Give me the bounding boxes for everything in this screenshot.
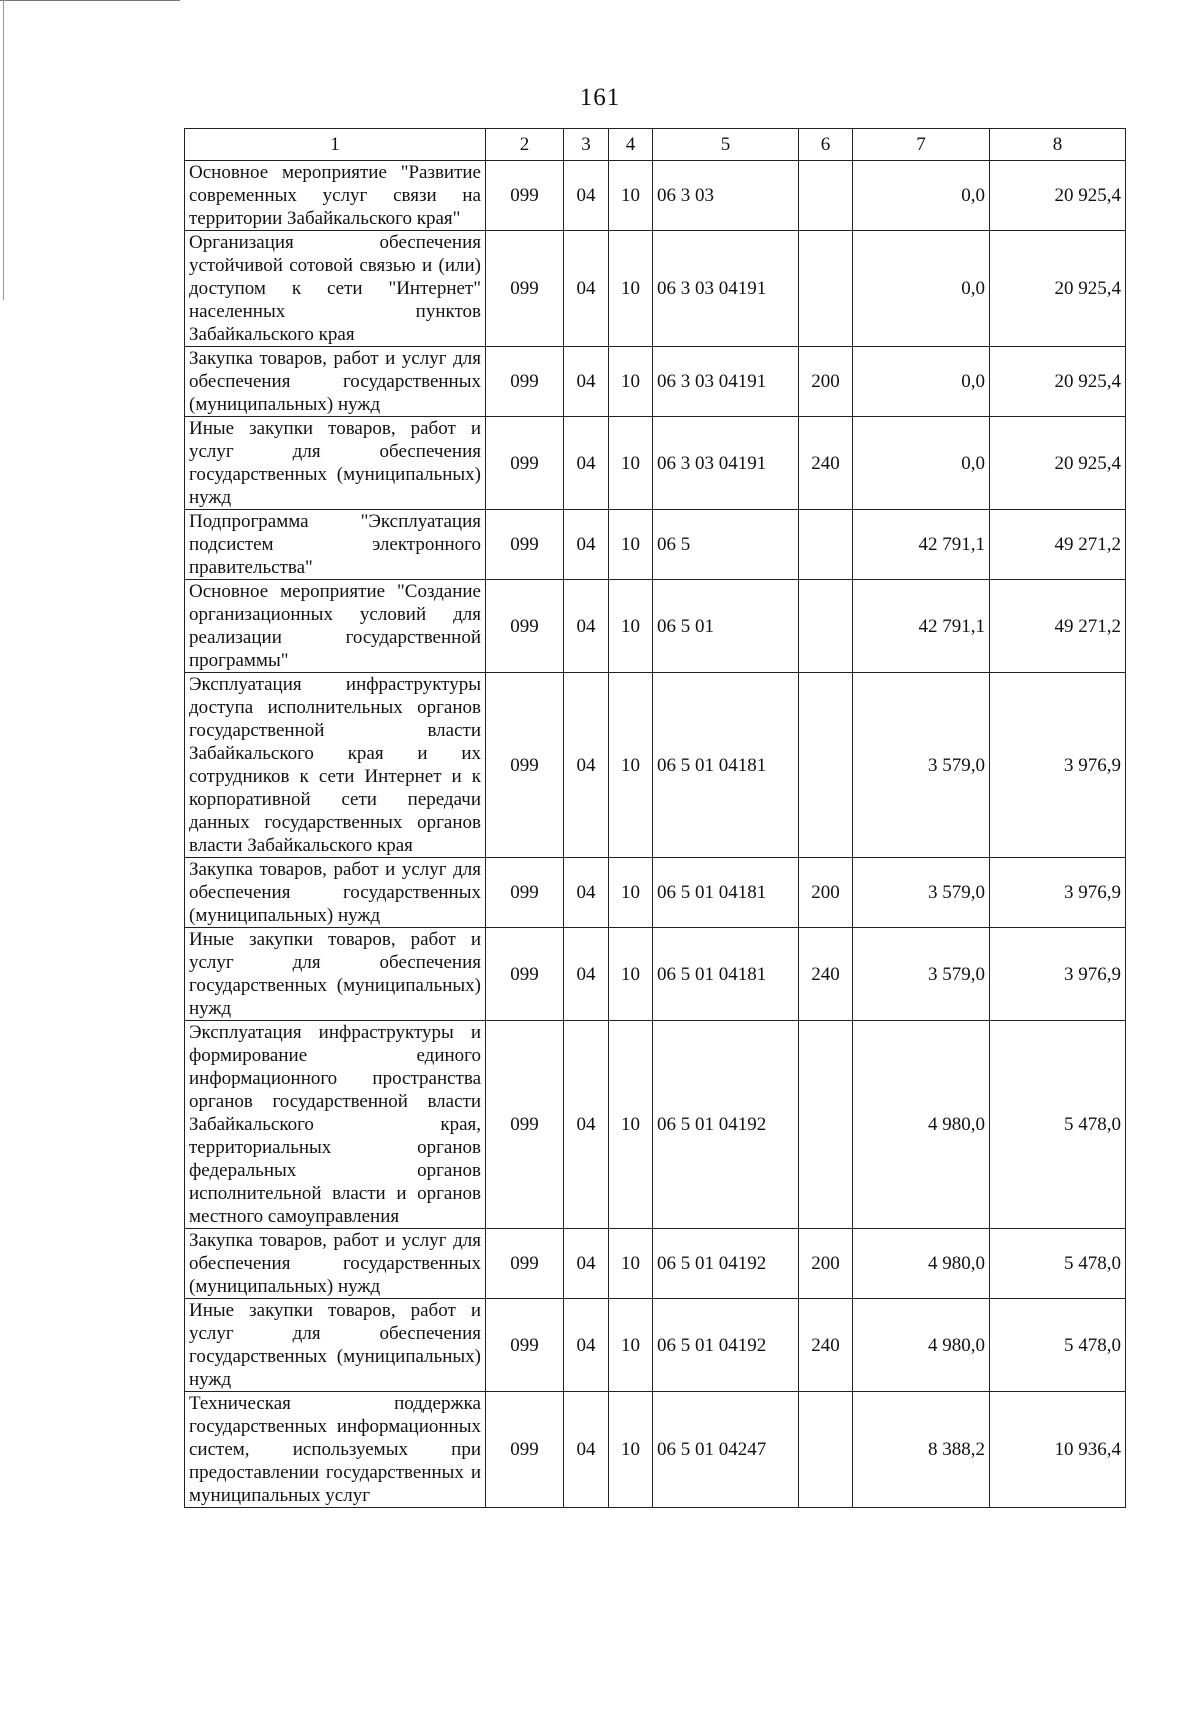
table-row: [185, 510, 1126, 580]
column-header-3: 3: [564, 129, 609, 161]
row-name-cell: Эксплуатация инфраструктуры доступа исполнительных органов государственной власти Забайкальского края и их сотрудников к сети Интернет и к корпоративной сети передачи данных государственных органов власти Забайкальского края: [185, 673, 486, 858]
row-name-cell: Иные закупки товаров, работ и услуг для обеспечения государственных (муниципальных) нужд: [185, 928, 486, 1021]
amount-col8-cell: 10 936,4: [990, 1392, 1126, 1508]
expense-type-cell: 200: [799, 858, 853, 928]
column-header-1: 1: [185, 129, 486, 161]
amount-col8-cell: 5 478,0: [990, 1021, 1126, 1229]
table-row: [185, 928, 1126, 1021]
target-article-cell: 06 5 01 04181: [653, 928, 799, 1021]
subsection-cell: 10: [609, 673, 653, 858]
code-cell: 099: [486, 347, 564, 417]
amount-col8-cell: 20 925,4: [990, 347, 1126, 417]
subsection-cell: 10: [609, 928, 653, 1021]
amount-col8-cell: 20 925,4: [990, 417, 1126, 510]
amount-col8-cell: 3 976,9: [990, 673, 1126, 858]
section-cell: 04: [564, 161, 609, 231]
table-body: [185, 161, 1126, 1508]
amount-col8-cell: 3 976,9: [990, 928, 1126, 1021]
amount-col8-cell: 49 271,2: [990, 580, 1126, 673]
code-cell: 099: [486, 1392, 564, 1508]
row-name-cell: Техническая поддержка государственных информационных систем, используемых при предоставлении государственных и муниципальных услуг: [185, 1392, 486, 1508]
code-cell: 099: [486, 928, 564, 1021]
section-cell: 04: [564, 231, 609, 347]
amount-col7-cell: 3 579,0: [853, 928, 990, 1021]
subsection-cell: 10: [609, 1392, 653, 1508]
subsection-cell: 10: [609, 1021, 653, 1229]
row-name-cell: Иные закупки товаров, работ и услуг для обеспечения государственных (муниципальных) нужд: [185, 417, 486, 510]
scan-edge-line: [0, 0, 180, 1]
table-row: [185, 417, 1126, 510]
section-cell: 04: [564, 417, 609, 510]
table-row: [185, 1392, 1126, 1508]
table-header-row: [185, 129, 1126, 161]
code-cell: 099: [486, 161, 564, 231]
table-row: [185, 1299, 1126, 1392]
subsection-cell: 10: [609, 1299, 653, 1392]
column-header-5: 5: [653, 129, 799, 161]
amount-col7-cell: 0,0: [853, 161, 990, 231]
code-cell: 099: [486, 1021, 564, 1229]
code-cell: 099: [486, 231, 564, 347]
target-article-cell: 06 5 01 04192: [653, 1021, 799, 1229]
section-cell: 04: [564, 1021, 609, 1229]
code-cell: 099: [486, 673, 564, 858]
section-cell: 04: [564, 1229, 609, 1299]
column-header-6: 6: [799, 129, 853, 161]
amount-col7-cell: 42 791,1: [853, 580, 990, 673]
amount-col7-cell: 0,0: [853, 347, 990, 417]
amount-col7-cell: 0,0: [853, 231, 990, 347]
expense-type-cell: 200: [799, 1229, 853, 1299]
budget-table: [184, 128, 1126, 1508]
table-row: [185, 858, 1126, 928]
table-row: [185, 580, 1126, 673]
column-header-4: 4: [609, 129, 653, 161]
amount-col7-cell: 4 980,0: [853, 1229, 990, 1299]
section-cell: 04: [564, 580, 609, 673]
code-cell: 099: [486, 417, 564, 510]
target-article-cell: 06 5 01 04192: [653, 1229, 799, 1299]
code-cell: 099: [486, 1229, 564, 1299]
row-name-cell: Подпрограмма "Эксплуатация подсистем электронного правительства": [185, 510, 486, 580]
code-cell: 099: [486, 858, 564, 928]
target-article-cell: 06 3 03 04191: [653, 417, 799, 510]
subsection-cell: 10: [609, 231, 653, 347]
expense-type-cell: [799, 673, 853, 858]
expense-type-cell: [799, 580, 853, 673]
expense-type-cell: [799, 1392, 853, 1508]
amount-col7-cell: 4 980,0: [853, 1299, 990, 1392]
page-number: 161: [579, 84, 621, 111]
amount-col7-cell: 4 980,0: [853, 1021, 990, 1229]
target-article-cell: 06 5 01: [653, 580, 799, 673]
section-cell: 04: [564, 1392, 609, 1508]
target-article-cell: 06 5: [653, 510, 799, 580]
amount-col7-cell: 42 791,1: [853, 510, 990, 580]
target-article-cell: 06 3 03: [653, 161, 799, 231]
expense-type-cell: [799, 161, 853, 231]
subsection-cell: 10: [609, 580, 653, 673]
target-article-cell: 06 5 01 04247: [653, 1392, 799, 1508]
section-cell: 04: [564, 347, 609, 417]
row-name-cell: Организация обеспечения устойчивой сотовой связью и (или) доступом к сети "Интернет" населенных пунктов Забайкальского края: [185, 231, 486, 347]
row-name-cell: Закупка товаров, работ и услуг для обеспечения государственных (муниципальных) нужд: [185, 858, 486, 928]
expense-type-cell: [799, 510, 853, 580]
table-row: [185, 231, 1126, 347]
subsection-cell: 10: [609, 417, 653, 510]
target-article-cell: 06 5 01 04181: [653, 673, 799, 858]
table-row: [185, 347, 1126, 417]
amount-col7-cell: 3 579,0: [853, 673, 990, 858]
subsection-cell: 10: [609, 1229, 653, 1299]
row-name-cell: Основное мероприятие "Создание организационных условий для реализации государственной программы": [185, 580, 486, 673]
subsection-cell: 10: [609, 858, 653, 928]
row-name-cell: Закупка товаров, работ и услуг для обеспечения государственных (муниципальных) нужд: [185, 1229, 486, 1299]
target-article-cell: 06 5 01 04181: [653, 858, 799, 928]
section-cell: 04: [564, 928, 609, 1021]
section-cell: 04: [564, 673, 609, 858]
table-row: [185, 161, 1126, 231]
amount-col8-cell: 5 478,0: [990, 1229, 1126, 1299]
target-article-cell: 06 3 03 04191: [653, 347, 799, 417]
column-header-8: 8: [990, 129, 1126, 161]
row-name-cell: Основное мероприятие "Развитие современных услуг связи на территории Забайкальского края": [185, 161, 486, 231]
subsection-cell: 10: [609, 510, 653, 580]
code-cell: 099: [486, 1299, 564, 1392]
column-header-2: 2: [486, 129, 564, 161]
amount-col8-cell: 49 271,2: [990, 510, 1126, 580]
scan-edge-line: [3, 0, 4, 300]
section-cell: 04: [564, 1299, 609, 1392]
amount-col8-cell: 20 925,4: [990, 161, 1126, 231]
amount-col7-cell: 3 579,0: [853, 858, 990, 928]
expense-type-cell: 200: [799, 347, 853, 417]
code-cell: 099: [486, 580, 564, 673]
expense-type-cell: 240: [799, 417, 853, 510]
expense-type-cell: [799, 1021, 853, 1229]
table-row: [185, 1229, 1126, 1299]
row-name-cell: Эксплуатация инфраструктуры и формирование единого информационного пространства органов государственной власти Забайкальского края, территориальных органов федеральных органов исполнительной власти и органов местного самоуправления: [185, 1021, 486, 1229]
target-article-cell: 06 5 01 04192: [653, 1299, 799, 1392]
amount-col7-cell: 0,0: [853, 417, 990, 510]
section-cell: 04: [564, 858, 609, 928]
amount-col8-cell: 20 925,4: [990, 231, 1126, 347]
expense-type-cell: 240: [799, 1299, 853, 1392]
amount-col8-cell: 5 478,0: [990, 1299, 1126, 1392]
section-cell: 04: [564, 510, 609, 580]
row-name-cell: Иные закупки товаров, работ и услуг для обеспечения государственных (муниципальных) нужд: [185, 1299, 486, 1392]
amount-col8-cell: 3 976,9: [990, 858, 1126, 928]
expense-type-cell: 240: [799, 928, 853, 1021]
expense-type-cell: [799, 231, 853, 347]
table-row: [185, 1021, 1126, 1229]
subsection-cell: 10: [609, 347, 653, 417]
subsection-cell: 10: [609, 161, 653, 231]
code-cell: 099: [486, 510, 564, 580]
target-article-cell: 06 3 03 04191: [653, 231, 799, 347]
amount-col7-cell: 8 388,2: [853, 1392, 990, 1508]
row-name-cell: Закупка товаров, работ и услуг для обеспечения государственных (муниципальных) нужд: [185, 347, 486, 417]
column-header-7: 7: [853, 129, 990, 161]
table-row: [185, 673, 1126, 858]
